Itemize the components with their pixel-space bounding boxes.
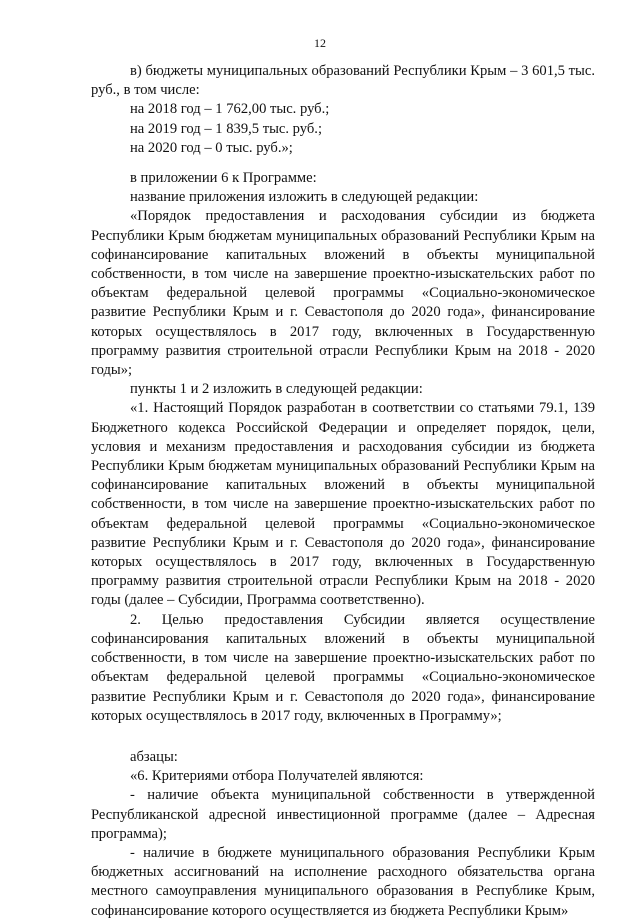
paragraph-points-intro: пункты 1 и 2 изложить в следующей редакции:	[130, 381, 423, 398]
paragraph-criterion-1: - наличие объекта муниципальной собственности в утвержденной Республиканской адресной инвестиционной программе (далее – Адресная программа);	[91, 787, 595, 842]
paragraph-budgets-municipal: в) бюджеты муниципальных образований Республики Крым – 3 601,5 тыс. руб., в том числе:	[91, 63, 595, 99]
paragraph-year-2018: на 2018 год – 1 762,00 тыс. руб.;	[130, 101, 330, 118]
paragraph-appendix-6: в приложении 6 к Программе:	[130, 170, 317, 187]
paragraph-abzatsy: абзацы:	[130, 748, 178, 765]
spacer	[91, 726, 595, 748]
paragraph-year-2020: на 2020 год – 0 тыс. руб.»;	[130, 139, 293, 156]
document-body	[91, 62, 595, 921]
paragraph-appendix-title: «Порядок предоставления и расходования субсидии из бюджета Республики Крым бюджетам муниципальных образований Республики Крым на софинансирование капитальных вложений в объекты муниципальной собственности, в том числе на завершение проектно-изыскательских работ по объектам федеральной целевой программы «Социально-экономическое развитие Республики Крым и г. Севастополя до 2020 года», финансирование которых осуществлялось в 2017 году, включенных в Государственную программу развития строительной отрасли Республики Крым на 2018 - 2020 годы»;	[91, 208, 595, 379]
paragraph-point-2: 2. Целью предоставления Субсидии является осуществление софинансирования капитальных вложений в объекты муниципальной собственности, в том числе на завершение проектно-изыскательских работ по объектам федеральной целевой программы «Социально-экономическое развитие Республики Крым и г. Севастополя до 2020 года», финансирование которых осуществлялось в 2017 году, включенных в Программу»;	[91, 611, 595, 724]
paragraph-criteria-intro: «6. Критериями отбора Получателей являются:	[130, 768, 424, 785]
paragraph-appendix-title-intro: название приложения изложить в следующей редакции:	[130, 189, 479, 206]
spacer	[91, 158, 595, 169]
paragraph-criterion-2: - наличие в бюджете муниципального образования Республики Крым бюджетных ассигнований на исполнение расходного обязательства органа местного самоуправления муниципального образования в Республике Крым, софинансирование которого осуществляется из бюджета Республики Крым»	[91, 844, 595, 919]
paragraph-point-1: «1. Настоящий Порядок разработан в соответствии со статьями 79.1, 139 Бюджетного кодекса Российской Федерации и определяет порядок, цели, условия и механизм предоставления и расходования субсидии из бюджета Республики Крым бюджетам муниципальных образований Республики Крым на софинансирование капитальных вложений в объекты муниципальной собственности, в том числе на завершение проектно-изыскательских работ по объектам федеральной целевой программы «Социально-экономическое развитие Республики Крым и г. Севастополя до 2020 года», финансирование которых осуществлялось в 2017 году, включенных в Государственную программу развития строительной отрасли Республики Крым на 2018 - 2020 годы (далее – Субсидии, Программа соответственно).	[91, 400, 595, 609]
paragraph-year-2019: на 2019 год – 1 839,5 тыс. руб.;	[130, 120, 323, 137]
page-number: 12	[314, 36, 326, 50]
